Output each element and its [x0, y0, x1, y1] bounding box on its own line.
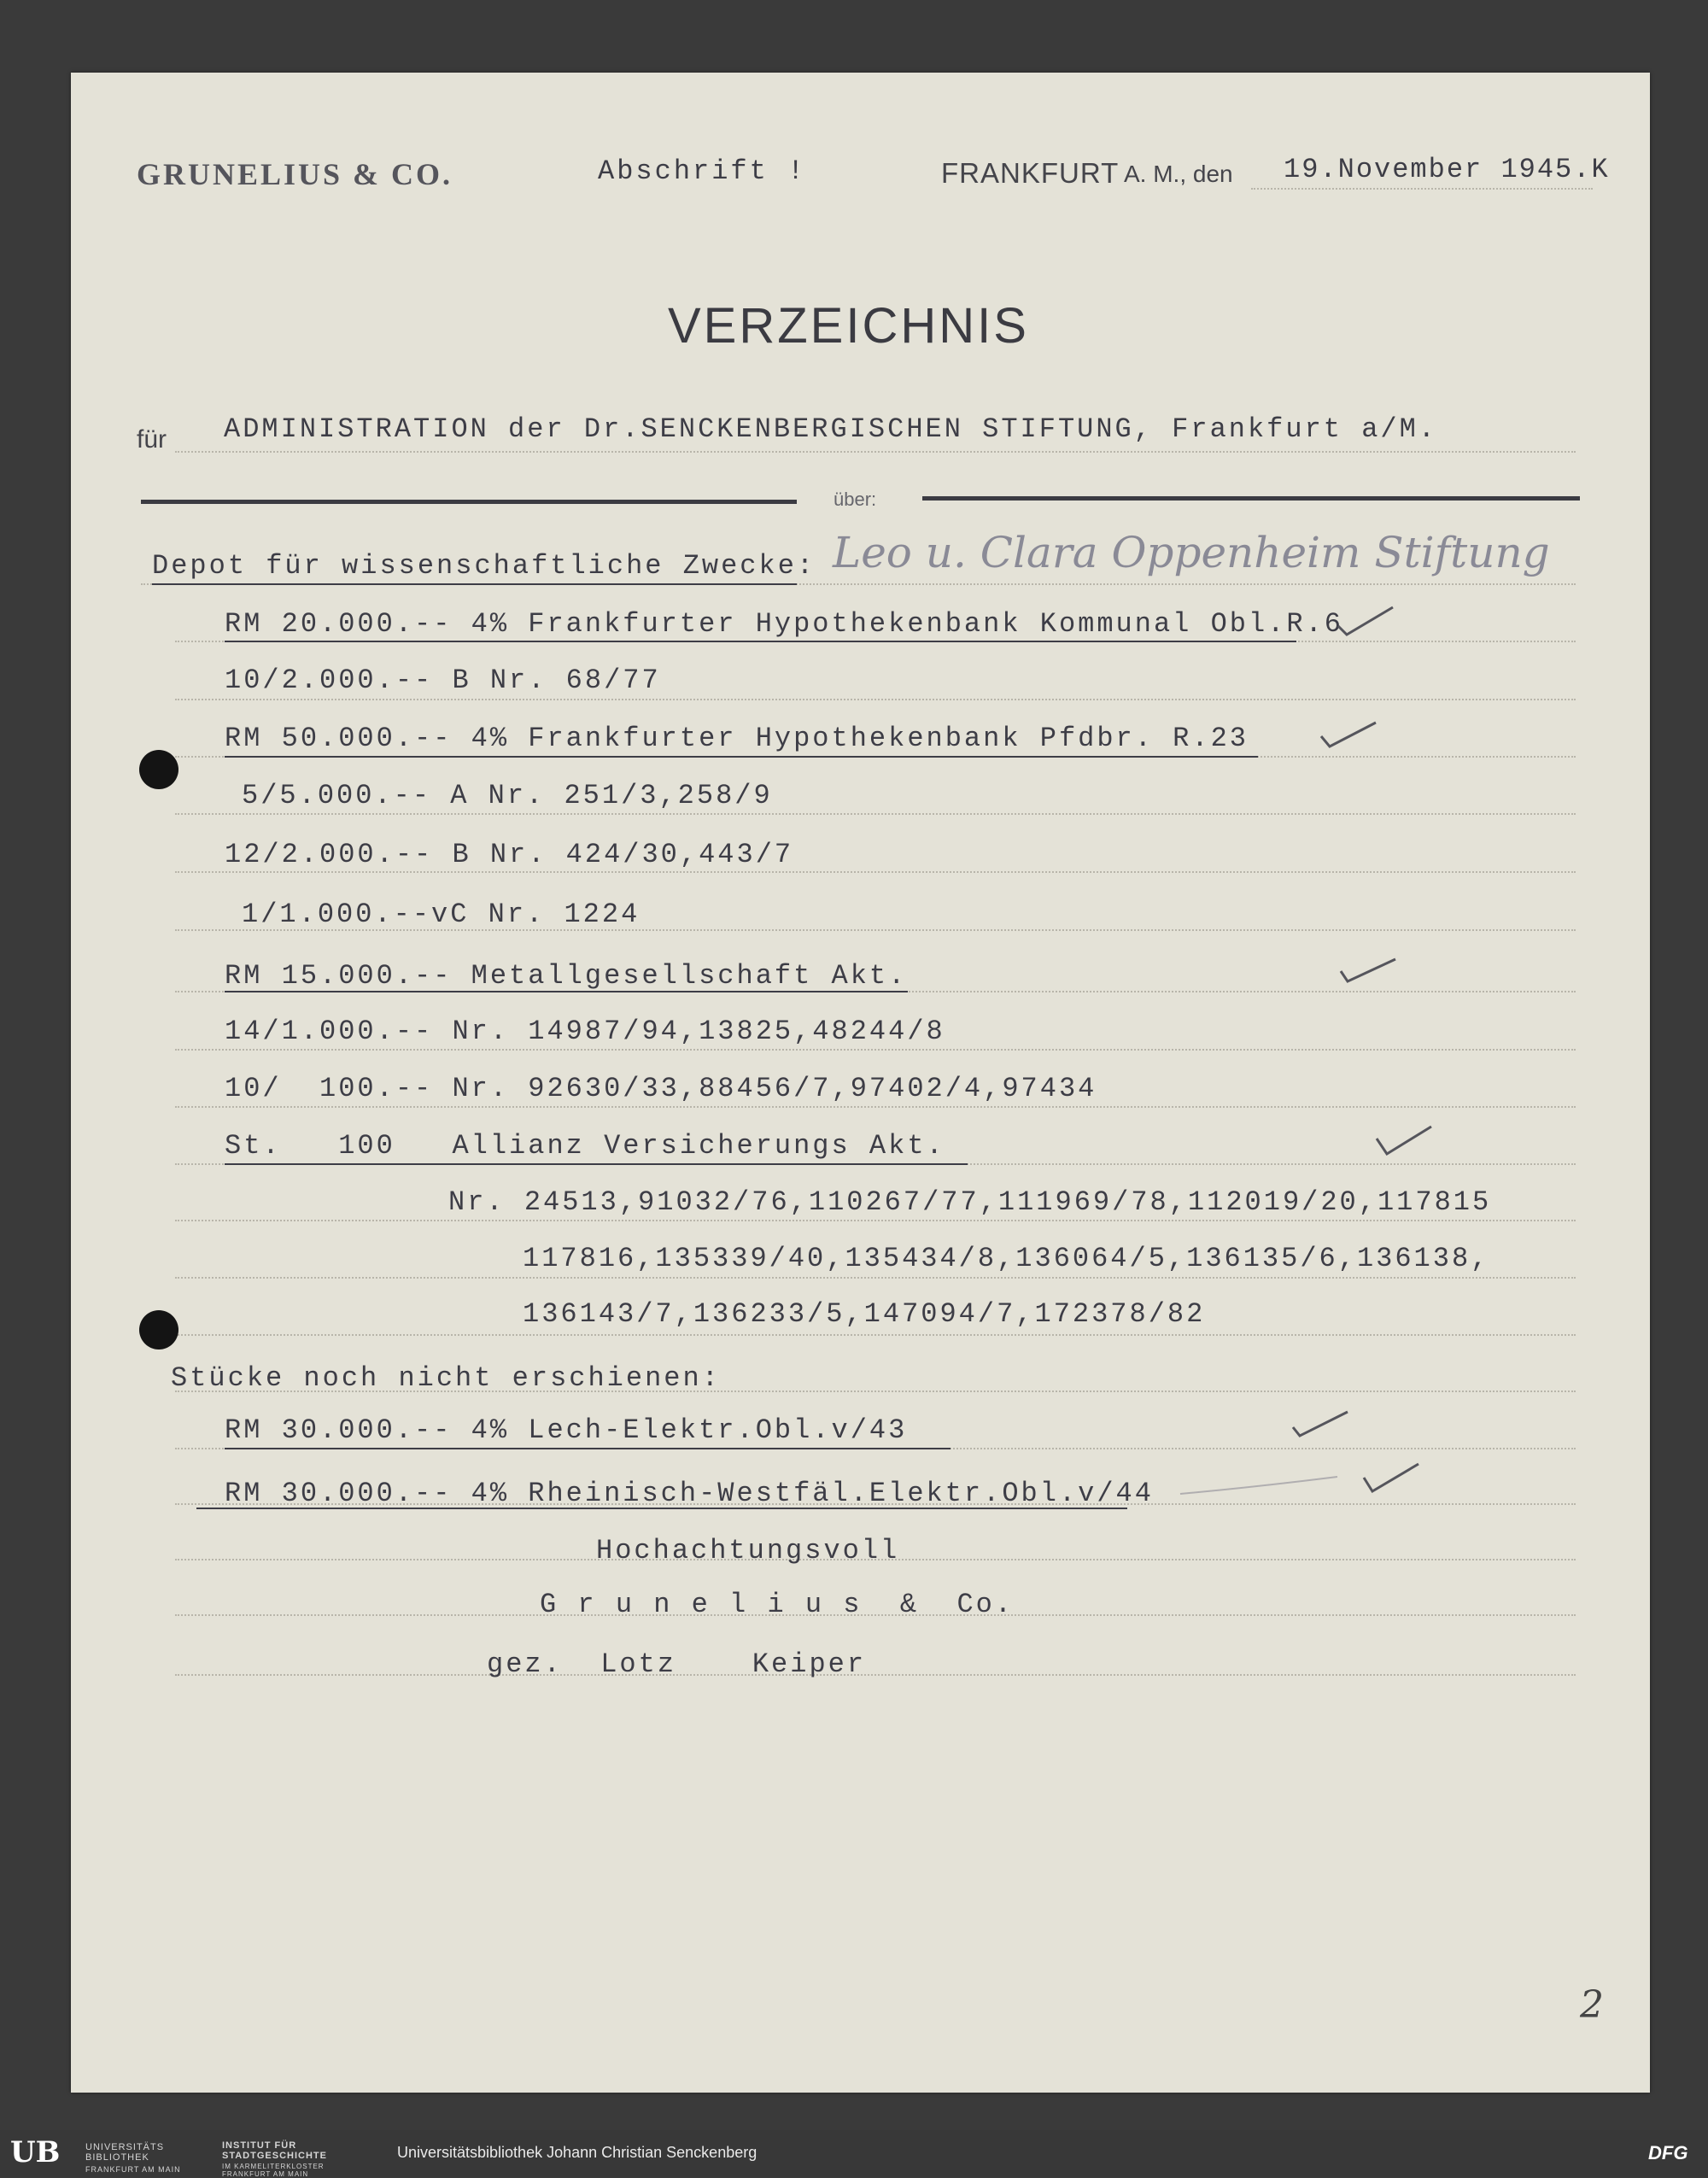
ub-logo: UB — [10, 2135, 61, 2169]
closing-signature: gez. Lotz Keiper — [487, 1648, 867, 1680]
dot-line — [175, 813, 1576, 815]
security-line-8: 14/1.000.-- Nr. 14987/94,13825,48244/8 — [225, 1016, 945, 1047]
security-line-1: RM 20.000.-- 4% Frankfurter Hypothekenbank Kommunal Obl.R.6 — [225, 608, 1343, 640]
letterhead-city-suffix: A. M., den — [1124, 161, 1233, 187]
pencil-stroke-mark — [1179, 1465, 1341, 1499]
security-line-4: 5/5.000.-- A Nr. 251/3,258/9 — [242, 780, 773, 811]
punch-hole — [139, 1310, 178, 1350]
security-line-9: 10/ 100.-- Nr. 92630/33,88456/7,97402/4,97434 — [225, 1073, 1097, 1104]
firm-name: GRUNELIUS & CO. — [137, 157, 453, 191]
ub-logo-city: FRANKFURT AM MAIN — [85, 2165, 181, 2174]
security-line-3: RM 50.000.-- 4% Frankfurter Hypothekenbank Pfdbr. R.23 — [225, 723, 1249, 754]
security-line-14: RM 30.000.-- 4% Lech-Elektr.Obl.v/43 — [225, 1414, 908, 1446]
checkmark-icon — [1337, 602, 1396, 636]
letter-date: 19.November 1945.K — [1284, 154, 1610, 185]
dot-line — [175, 1277, 1576, 1279]
recipient-label: für — [137, 425, 167, 454]
security-line-13: 136143/7,136233/5,147094/7,172378/82 — [523, 1298, 1206, 1330]
security-line-2: 10/2.000.-- B Nr. 68/77 — [225, 665, 661, 696]
copy-mark: Abschrift ! — [598, 155, 807, 187]
underline-15 — [196, 1508, 1127, 1509]
checkmark-icon — [1362, 1461, 1422, 1495]
via-rule-right — [922, 496, 1580, 501]
page-number: 2 — [1580, 1983, 1604, 2027]
handwritten-foundation-name: Leo u. Clara Oppenheim Stiftung — [833, 528, 1550, 577]
recipient-line — [175, 451, 1576, 453]
depot-underline — [152, 583, 797, 585]
underline-7 — [225, 991, 908, 992]
document-title: VERZEICHNIS — [668, 298, 1029, 354]
security-line-12: 117816,135339/40,135434/8,136064/5,136135/6,136138, — [523, 1243, 1490, 1274]
closing-greeting: Hochachtungsvoll — [596, 1535, 900, 1566]
dot-line — [175, 1674, 1576, 1676]
security-line-6: 1/1.000.--vC Nr. 1224 — [242, 899, 640, 930]
underline-3 — [225, 756, 1258, 758]
institute-logo-sub: IM KARMELITERKLOSTER FRANKFURT AM MAIN — [222, 2163, 325, 2178]
security-line-15: RM 30.000.-- 4% Rheinisch-Westfäl.Elektr.Obl.v/44 — [225, 1478, 1154, 1509]
underline-10 — [225, 1163, 968, 1165]
punch-hole — [139, 750, 178, 789]
underline-1 — [225, 641, 1296, 642]
ub-logo-text: UNIVERSITÄTS BIBLIOTHEK — [85, 2142, 165, 2163]
library-name: Universitätsbibliothek Johann Christian Senckenberg — [397, 2144, 757, 2161]
underline-14 — [225, 1448, 951, 1449]
closing-company: G r u n e l i u s & Co. — [540, 1589, 1015, 1620]
via-label: über: — [834, 489, 877, 510]
letterhead-city: FRANKFURT — [941, 157, 1120, 189]
checkmark-icon — [1339, 952, 1399, 987]
dot-line — [175, 699, 1576, 700]
checkmark-icon — [1319, 717, 1379, 752]
checkmark-icon — [1375, 1123, 1435, 1157]
date-line — [1251, 188, 1593, 190]
checkmark-icon — [1291, 1405, 1351, 1439]
institute-logo-text: INSTITUT FÜR STADTGESCHICHTE — [222, 2140, 327, 2161]
security-line-10: St. 100 Allianz Versicherungs Akt. — [225, 1130, 945, 1162]
pending-heading: Stücke noch nicht erschienen: — [171, 1362, 721, 1394]
dot-line — [175, 1049, 1576, 1051]
dfg-logo: DFG — [1648, 2142, 1688, 2163]
dot-line — [175, 1106, 1576, 1108]
recipient-name: ADMINISTRATION der Dr.SENCKENBERGISCHEN STIFTUNG, Frankfurt a/M. — [224, 413, 1437, 445]
depot-label: Depot für wissenschaftliche Zwecke: — [152, 550, 816, 582]
security-line-7: RM 15.000.-- Metallgesellschaft Akt. — [225, 960, 908, 992]
security-line-11: Nr. 24513,91032/76,110267/77,111969/78,112019/20,117815 — [448, 1186, 1492, 1218]
dot-line — [175, 1220, 1576, 1221]
dot-line — [175, 871, 1576, 873]
security-line-5: 12/2.000.-- B Nr. 424/30,443/7 — [225, 839, 794, 870]
via-rule-left — [141, 500, 797, 504]
dot-line — [175, 1334, 1576, 1336]
